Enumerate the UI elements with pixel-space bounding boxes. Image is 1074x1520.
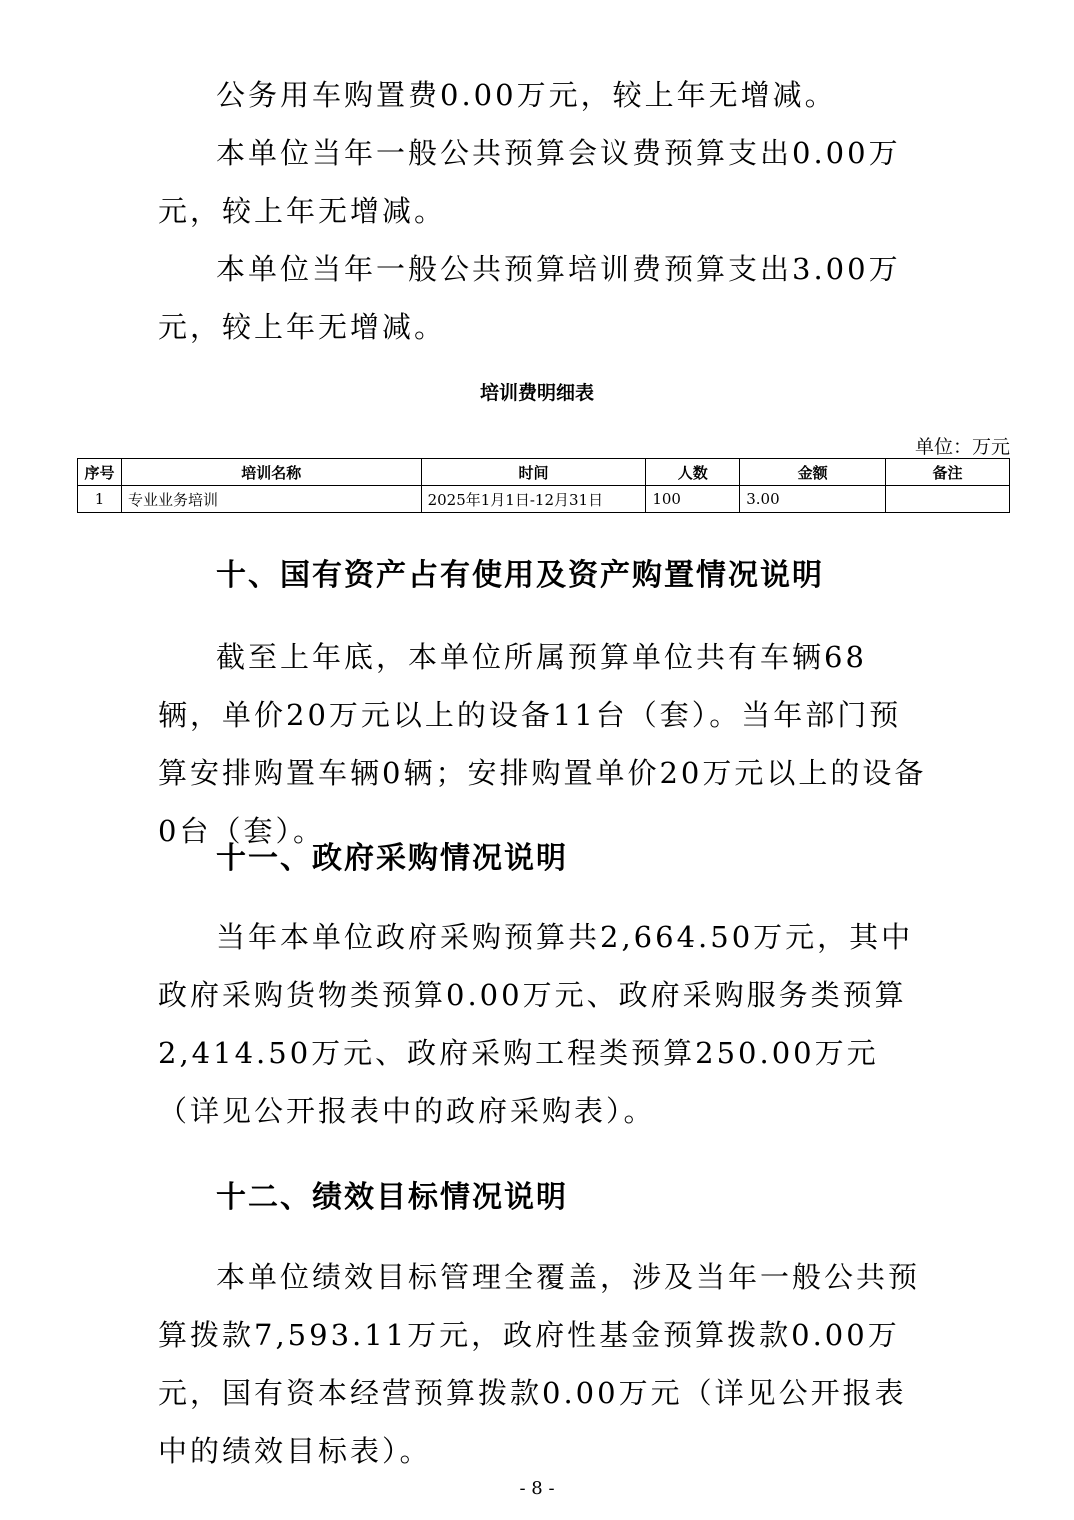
cell-amount: 3.00 bbox=[740, 486, 886, 513]
table-title: 培训费明细表 bbox=[479, 382, 594, 404]
section-10-text: 截至上年底，本单位所属预算单位共有车辆68辆，单价20万元以上的设备11台（套）。当年部门预算安排购置车辆0辆；安排购置单价20万元以上的设备0台（套）。 bbox=[158, 640, 927, 848]
cell-remarks bbox=[886, 486, 1010, 513]
header-index: 序号 bbox=[78, 459, 122, 486]
section-10-heading: 十、国有资产占有使用及资产购置情况说明 bbox=[216, 558, 824, 593]
header-headcount: 人数 bbox=[646, 459, 740, 486]
cell-time: 2025年1月1日-12月31日 bbox=[421, 486, 646, 513]
table-row bbox=[78, 486, 1010, 513]
header-time: 时间 bbox=[421, 459, 646, 486]
table-header-row bbox=[78, 459, 1010, 486]
paragraph-vehicle-purchase: 公务用车购置费0.00万元，较上年无增减。 bbox=[216, 78, 837, 112]
cell-training-name: 专业业务培训 bbox=[121, 486, 421, 513]
header-amount: 金额 bbox=[740, 459, 886, 486]
section-12-text: 本单位绩效目标管理全覆盖，涉及当年一般公共预算拨款7,593.11万元，政府性基金预算拨款0.00万元，国有资本经营预算拨款0.00万元（详见公开报表中的绩效目标表）。 bbox=[158, 1260, 921, 1468]
section-11-text: 当年本单位政府采购预算共2,664.50万元，其中政府采购货物类预算0.00万元、政府采购服务类预算2,414.50万元、政府采购工程类预算250.00万元（详见公开报表中的政府采购表）。 bbox=[158, 920, 914, 1128]
page-number: - 8 - bbox=[519, 1478, 555, 1499]
header-training-name: 培训名称 bbox=[121, 459, 421, 486]
cell-headcount: 100 bbox=[646, 486, 740, 513]
paragraph-training-fee: 本单位当年一般公共预算培训费预算支出3.00万元，较上年无增减。 bbox=[158, 252, 901, 344]
section-11-heading: 十一、政府采购情况说明 bbox=[216, 841, 568, 876]
table-unit: 单位：万元 bbox=[914, 436, 1010, 458]
training-fee-table bbox=[77, 458, 1010, 513]
cell-index: 1 bbox=[78, 486, 122, 513]
section-12-heading: 十二、绩效目标情况说明 bbox=[216, 1180, 568, 1215]
header-remarks: 备注 bbox=[886, 459, 1010, 486]
paragraph-meeting-fee: 本单位当年一般公共预算会议费预算支出0.00万元，较上年无增减。 bbox=[158, 136, 901, 228]
